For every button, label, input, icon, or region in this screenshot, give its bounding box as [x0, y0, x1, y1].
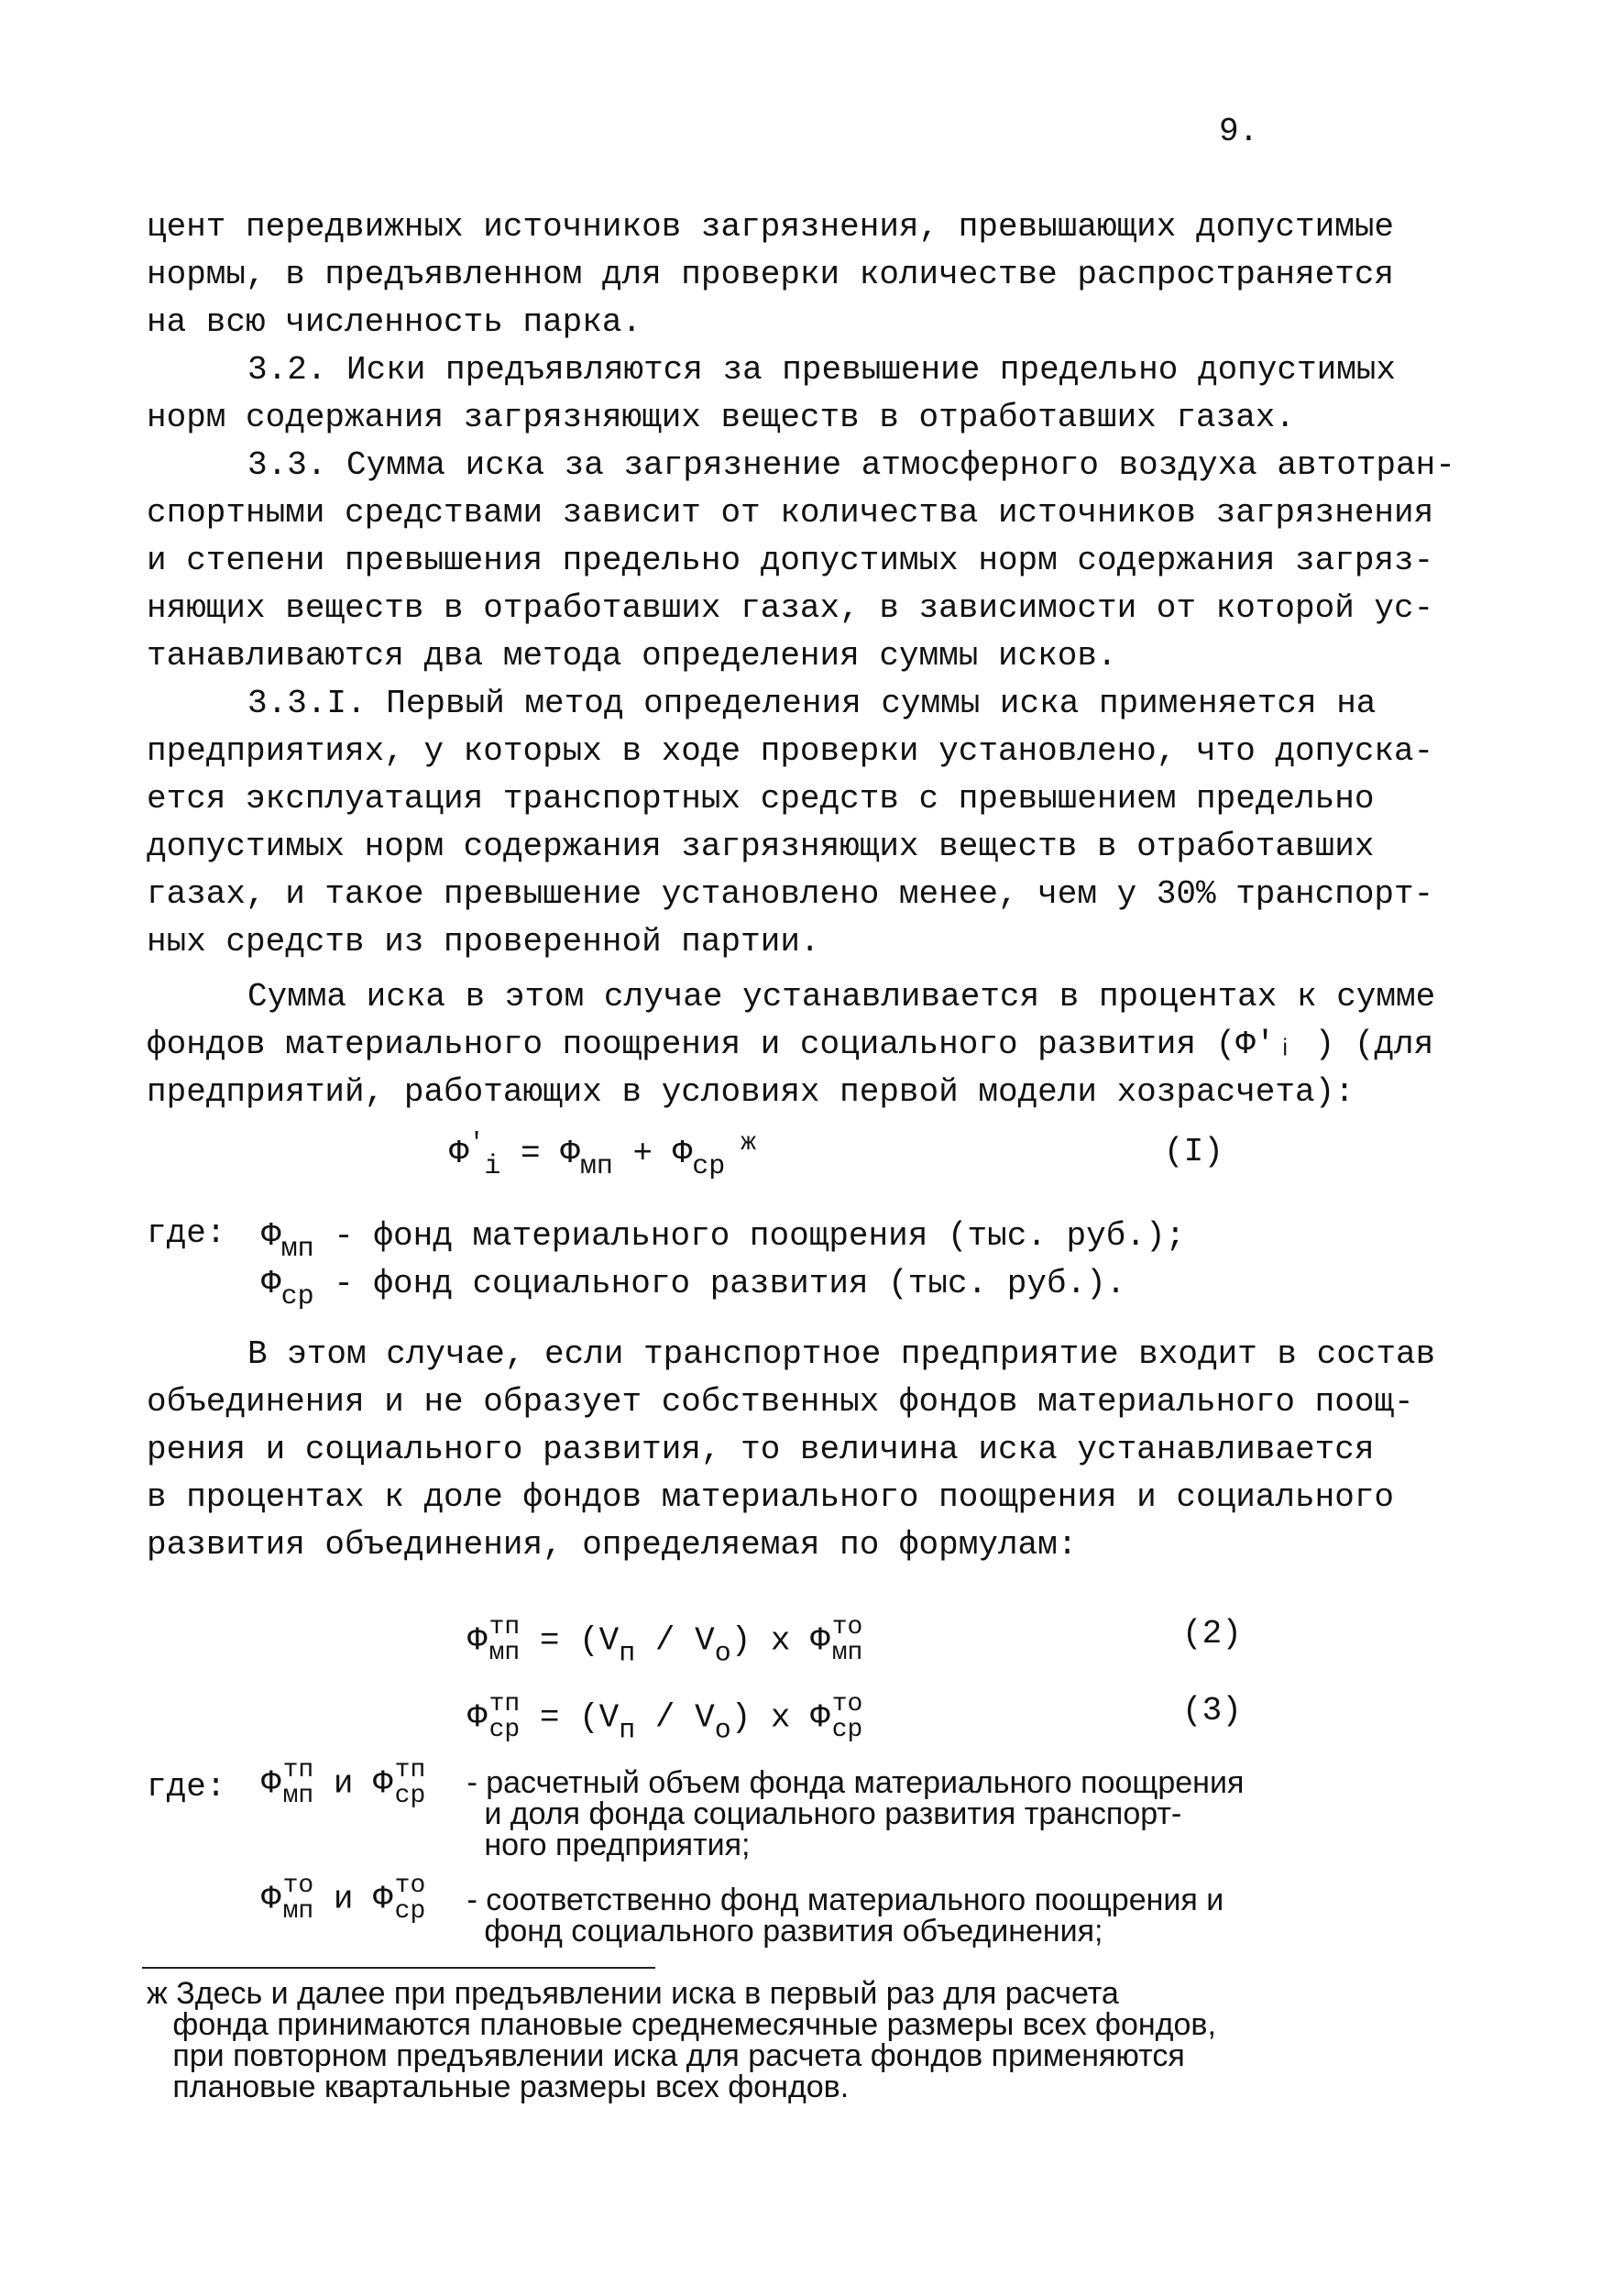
- text-line: объединения и не образует собственных фондов материального поощ-: [147, 1383, 1414, 1421]
- where-symbols: Ф то мп и Ф то ср: [261, 1872, 426, 1926]
- where-desc: ного предприятия;: [458, 1828, 751, 1862]
- where-desc: - расчетный объем фонда материального поощрения: [458, 1765, 1245, 1800]
- where-line: $Ф_{мп}$ - фонд материального поощрения (тыс. руб.);: [261, 1217, 1186, 1265]
- text-line: норм содержания загрязняющих веществ в отработавших газах.: [147, 399, 1296, 436]
- footnote-rule: [142, 1967, 655, 1969]
- formula-2: Ф тп мп = $(V_п / V_о)$ x Ф то мп: [467, 1613, 863, 1670]
- page-number: 9.: [1219, 113, 1259, 150]
- text-line: ется эксплуатация транспортных средств с превышением предельно: [147, 780, 1375, 818]
- text-line: В этом случае, если транспортное предприятие входит в состав: [247, 1335, 1436, 1373]
- footnote-line: плановые квартальные размеры всех фондов.: [147, 2070, 850, 2104]
- text-line: рения и социального развития, то величина иска устанавливается: [147, 1431, 1375, 1468]
- text-line: танавливаются два метода определения суммы исков.: [147, 637, 1117, 675]
- formula-1: $Ф'_i = Ф_{мп} + Ф_{ср}$ $^ж$: [449, 1129, 756, 1182]
- footnote-line: при повторном предъявлении иска для расчета фондов применяются: [147, 2038, 1185, 2073]
- where-desc: фонд социального развития объединения;: [458, 1914, 1103, 1949]
- where-desc: и доля фонда социального развития транспорт-: [458, 1796, 1182, 1831]
- where-line: $Ф_{ср}$ - фонд социального развития (тыс. руб.).: [261, 1265, 1126, 1312]
- where-desc: - соответственно фонд материального поощрения и: [458, 1883, 1224, 1917]
- text-line: 3.2. Иски предъявляются за превышение предельно допустимых: [247, 351, 1397, 389]
- formula-3: Ф тп ср = $(V_п / V_о)$ x Ф то ср: [467, 1690, 863, 1747]
- footnote-line: ж Здесь и далее при предъявлении иска в первый раз для расчета: [147, 1976, 1119, 2011]
- formula-3-number: (3): [1182, 1692, 1242, 1729]
- text-line: развития объединения, определяемая по формулам:: [147, 1526, 1078, 1564]
- text-line: допустимых норм содержания загрязняющих веществ в отработавших: [147, 828, 1375, 865]
- text-line: газах, и такое превышение установлено менее, чем у 30% транспорт-: [147, 875, 1434, 913]
- text-line: на всю численность парка.: [147, 303, 642, 341]
- text-line: цент передвижных источников загрязнения, превышающих допустимые: [147, 208, 1395, 246]
- text-line: няющих веществ в отработавших газах, в зависимости от которой ус-: [147, 589, 1434, 627]
- formula-1-number: (I): [1164, 1133, 1223, 1170]
- text-line: предприятий, работающих в условиях первой модели хозрасчета):: [147, 1073, 1355, 1111]
- footnote-line: фонда принимаются плановые среднемесячные размеры всех фондов,: [147, 2007, 1216, 2042]
- text-line: в процентах к доле фондов материального поощрения и социального: [147, 1478, 1395, 1516]
- text-line: спортными средствами зависит от количества источников загрязнения: [147, 494, 1434, 532]
- text-line: ных средств из проверенной партии.: [147, 923, 820, 961]
- text-line: 3.3.I. Первый метод определения суммы иска применяется на: [247, 685, 1377, 722]
- where-symbols: Ф тп мп и Ф тп ср: [261, 1756, 426, 1810]
- text-line: Сумма иска в этом случае устанавливается в процентах к сумме: [247, 978, 1436, 1016]
- formula-2-number: (2): [1182, 1615, 1242, 1653]
- text-line: и степени превышения предельно допустимых норм содержания загряз-: [147, 542, 1434, 579]
- where-label: где:: [147, 1214, 226, 1252]
- text-line: 3.3. Сумма иска за загрязнение атмосферного воздуха автотран-: [247, 446, 1455, 484]
- text-line: нормы, в предъявленном для проверки количестве распространяется: [147, 256, 1395, 293]
- text-line: фондов материального поощрения и социального развития (Ф'ᵢ ) (для: [147, 1026, 1434, 1063]
- where-label: где:: [147, 1768, 226, 1806]
- text-line: предприятиях, у которых в ходе проверки установлено, что допуска-: [147, 732, 1434, 770]
